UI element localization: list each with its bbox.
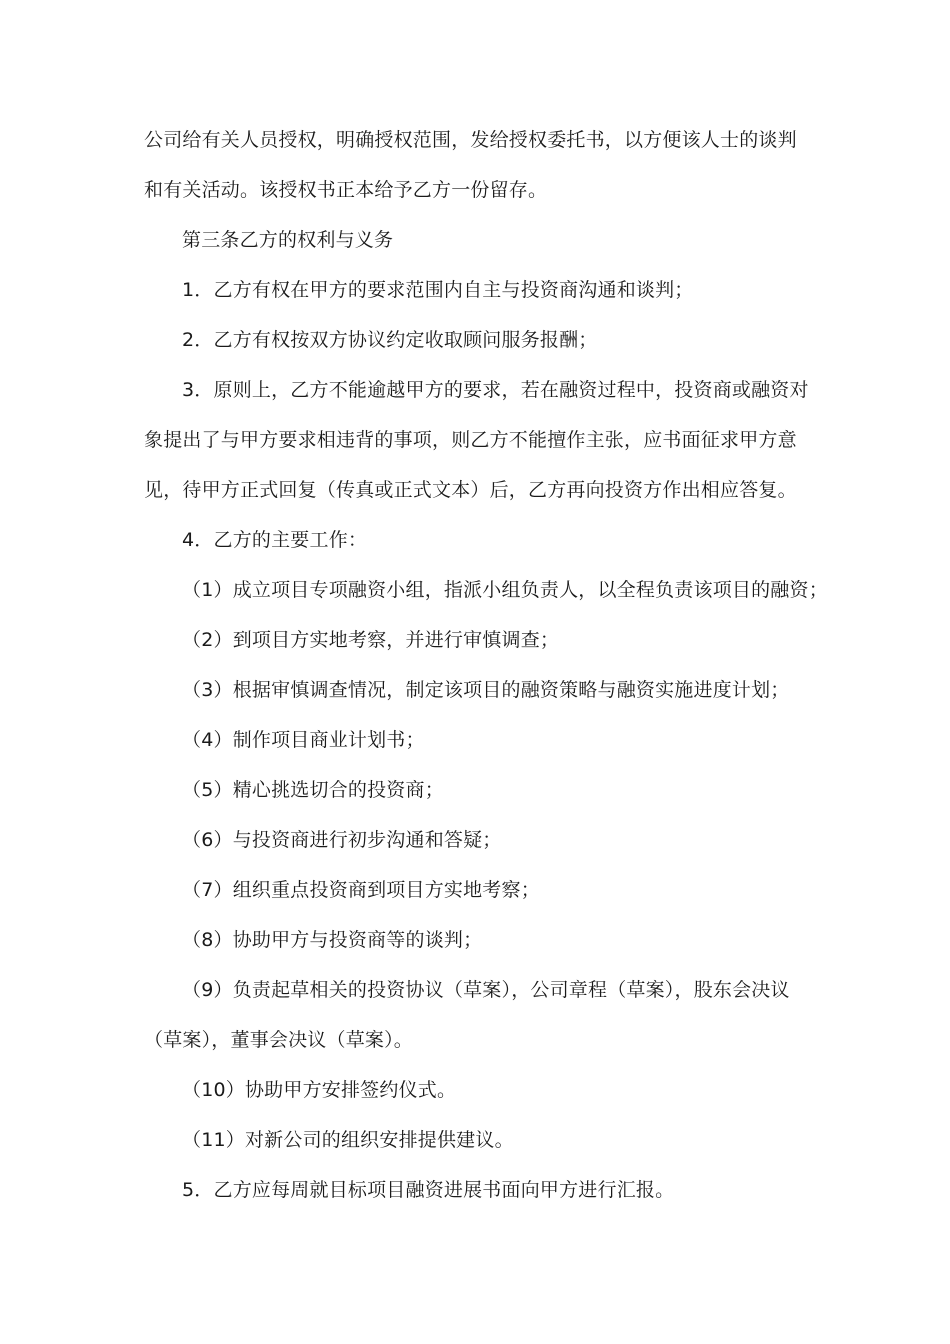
list-item: 5．乙方应每周就目标项目融资进展书面向甲方进行汇报。 [182,1179,675,1201]
sub-list-item: （9）负责起草相关的投资协议（草案），公司章程（草案），股东会决议 [182,979,790,1001]
paragraph-line: （草案），董事会决议（草案）。 [144,1029,414,1051]
list-item: 4．乙方的主要工作： [182,529,368,551]
sub-list-item: （4）制作项目商业计划书； [182,729,425,751]
sub-list-item: （8）协助甲方与投资商等的谈判； [182,929,483,951]
sub-list-item: （5）精心挑选切合的投资商； [182,779,444,801]
list-item: 1．乙方有权在甲方的要求范围内自主与投资商沟通和谈判； [182,279,694,301]
sub-list-item: （3）根据审慎调查情况，制定该项目的融资策略与融资实施进度计划； [182,679,790,701]
sub-list-item: （10）协助甲方安排签约仪式。 [182,1079,457,1101]
list-item: 3．原则上，乙方不能逾越甲方的要求，若在融资过程中，投资商或融资对 [182,379,809,401]
sub-list-item: （6）与投资商进行初步沟通和答疑； [182,829,502,851]
paragraph-line: 见，待甲方正式回复（传真或正式文本）后，乙方再向投资方作出相应答复。 [144,479,797,501]
sub-list-item: （7）组织重点投资商到项目方实地考察； [182,879,540,901]
sub-list-item: （11）对新公司的组织安排提供建议。 [182,1129,514,1151]
section-heading: 第三条乙方的权利与义务 [182,229,394,251]
sub-list-item: （1）成立项目专项融资小组，指派小组负责人，以全程负责该项目的融资； [182,579,828,601]
paragraph-line: 象提出了与甲方要求相违背的事项，则乙方不能擅作主张，应书面征求甲方意 [144,429,797,451]
paragraph-line: 公司给有关人员授权，明确授权范围，发给授权委托书，以方便该人士的谈判 [144,129,797,151]
list-item: 2．乙方有权按双方协议约定收取顾问服务报酬； [182,329,598,351]
sub-list-item: （2）到项目方实地考察，并进行审慎调查； [182,629,560,651]
paragraph-line: 和有关活动。该授权书正本给予乙方一份留存。 [144,179,548,201]
